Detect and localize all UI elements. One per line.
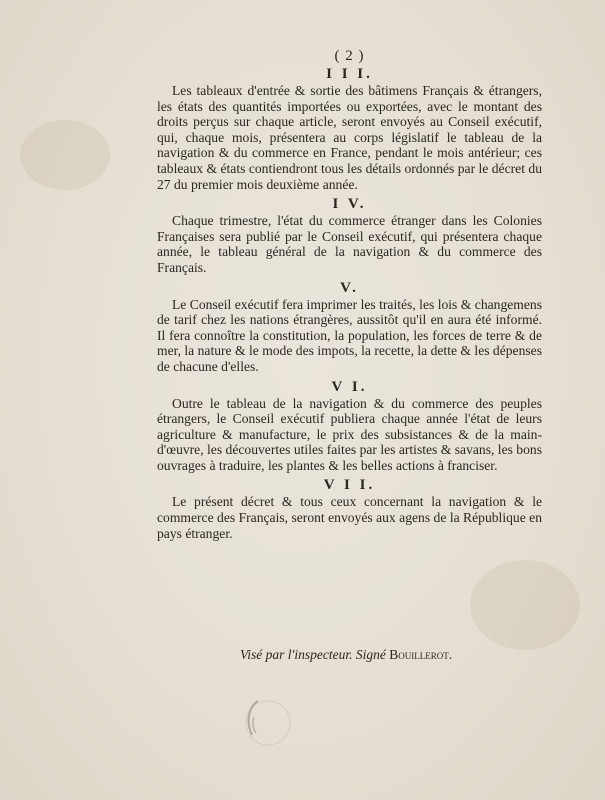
signature-line (240, 647, 452, 663)
article-number: I V. (332, 196, 367, 213)
article-number: V I. (331, 378, 368, 395)
signature-name: Bouillerot. (389, 647, 453, 662)
article-text: Le présent décret & tous ceux concernant la navigation & le commerce des Français, seront envoyés aux agens de la République en pays étranger. (157, 494, 542, 541)
article-text: Les tableaux d'entrée & sortie des bâtimens Français & étrangers, les états des quantités importées ou exportées, avec le montant des droits perçus sur chaque article, seront envoyés au Conseil exécutif, qui, chaque mois, présentera au corps législatif le tableau de la navigation & du commerce en France, pendant le mois antérieur; ces tableaux & états contiendront tous les détails ordonnés par le décret du 27 du premier mois deuxième année. (157, 83, 542, 192)
paper-stain (470, 560, 580, 650)
paper-stain (20, 120, 110, 190)
article-text: Chaque trimestre, l'état du commerce étranger dans les Colonies Françaises sera publié par le Conseil exécutif, qui présentera chaque année, le tableau général de la navigation & du commerce des Français. (157, 213, 542, 275)
document-body (157, 48, 542, 545)
article-number: I I I. (326, 66, 373, 82)
blind-stamp-seal (240, 693, 300, 753)
article-text: Le Conseil exécutif fera imprimer les traités, les lois & changemens de tarif chez les nations étrangères, aussitôt qu'il en aura été informé. Il fera connoître la constitution, la population, les forces de terre & de mer, la nature & le mode des impots, la recette, la dette & les dépenses de chacune d'elles. (157, 296, 542, 374)
article-number: V. (340, 279, 359, 296)
page-number: ( 2 ) (334, 48, 365, 64)
article-number: V I I. (323, 477, 376, 494)
signature-prefix: Visé par l'inspecteur. Signé (240, 647, 386, 662)
article-text: Outre le tableau de la navigation & du commerce des peuples étrangers, le Conseil exécutif publiera chaque année l'état de leurs agriculture & manufacture, le prix des subsistances & de la main-d'œuvre, les découvertes utiles faites par les artistes & savans, les bons ouvrages à traduire, les plantes & les belles actions à franciser. (157, 395, 542, 473)
